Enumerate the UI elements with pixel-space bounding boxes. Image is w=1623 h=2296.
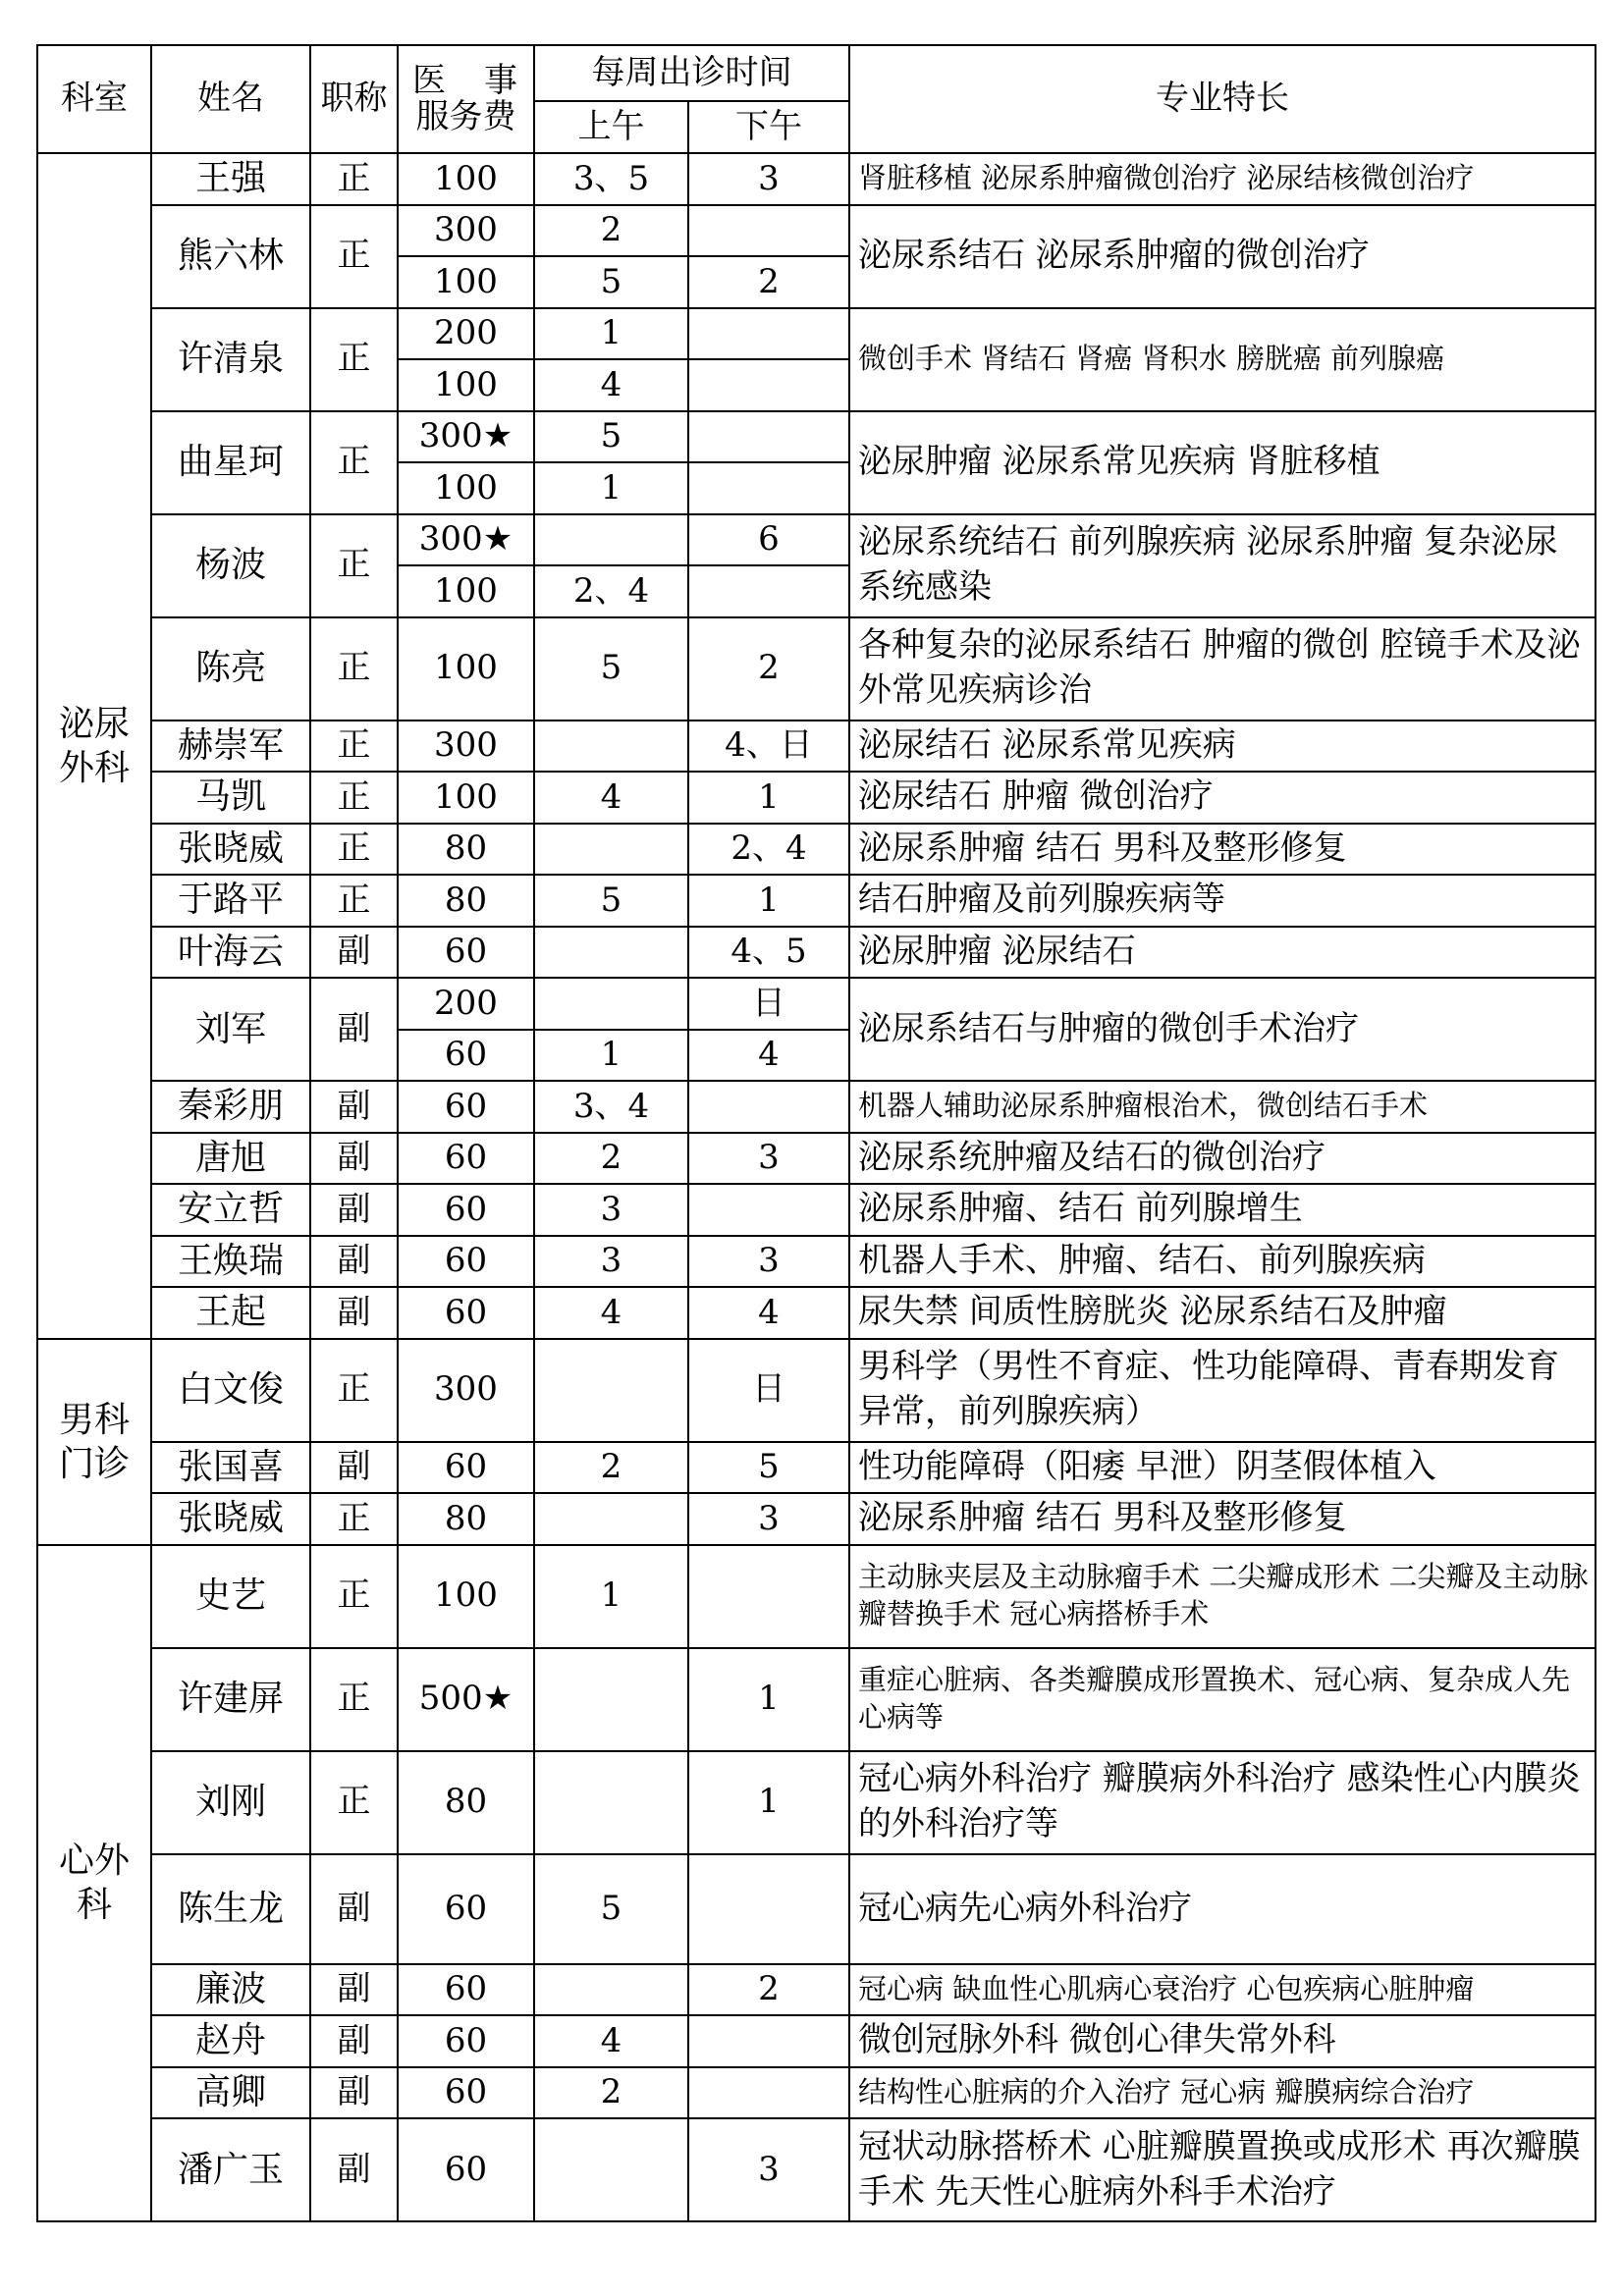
fee-cell bbox=[398, 205, 534, 257]
fee-cell bbox=[398, 978, 534, 1030]
am-slot: 4 bbox=[534, 772, 688, 824]
pm-slot bbox=[688, 2067, 849, 2119]
doctor-title: 正 bbox=[310, 308, 398, 411]
am-slot: 1 bbox=[534, 462, 688, 514]
specialty-text: 泌尿系肿瘤、结石 前列腺增生 bbox=[849, 1184, 1596, 1236]
fee-value: 60 bbox=[444, 1969, 488, 2009]
doctor-title: 正 bbox=[310, 1493, 398, 1545]
table-row bbox=[37, 875, 1596, 927]
am-slot: 2 bbox=[534, 1442, 688, 1494]
pm-slot: 3 bbox=[688, 1236, 849, 1288]
specialty-text: 重症心脏病、各类瓣膜成形置换术、冠心病、复杂成人先心病等 bbox=[849, 1648, 1596, 1751]
department-name: 男科门诊 bbox=[37, 1339, 151, 1545]
specialty-text: 泌尿系肿瘤 结石 男科及整形修复 bbox=[849, 824, 1596, 876]
pm-slot bbox=[688, 205, 849, 257]
fee-cell bbox=[398, 256, 534, 308]
fee-value: 80 bbox=[444, 828, 488, 869]
doctor-name: 张晓威 bbox=[151, 1493, 310, 1545]
header-dept: 科室 bbox=[37, 45, 151, 153]
am-slot: 5 bbox=[534, 617, 688, 721]
pm-slot bbox=[688, 2015, 849, 2067]
doctor-title: 正 bbox=[310, 514, 398, 617]
fee-value: 60 bbox=[444, 1241, 488, 1281]
star-icon: ★ bbox=[482, 519, 514, 560]
am-slot bbox=[534, 2118, 688, 2221]
fee-value: 60 bbox=[444, 2020, 488, 2060]
pm-slot: 6 bbox=[688, 514, 849, 566]
fee-cell bbox=[398, 462, 534, 514]
table-row bbox=[37, 1442, 1596, 1494]
fee-value: 60 bbox=[444, 1138, 488, 1178]
doctor-title: 副 bbox=[310, 1133, 398, 1185]
schedule-body bbox=[37, 153, 1596, 2221]
pm-slot: 1 bbox=[688, 1648, 849, 1751]
pm-slot: 2 bbox=[688, 256, 849, 308]
am-slot: 4 bbox=[534, 359, 688, 411]
doctor-name: 唐旭 bbox=[151, 1133, 310, 1185]
am-slot: 3 bbox=[534, 1236, 688, 1288]
pm-slot: 1 bbox=[688, 875, 849, 927]
specialty-text: 结石肿瘤及前列腺疾病等 bbox=[849, 875, 1596, 927]
doctor-name: 张国喜 bbox=[151, 1442, 310, 1494]
fee-value: 80 bbox=[444, 880, 488, 920]
doctor-name: 潘广玉 bbox=[151, 2118, 310, 2221]
pm-slot: 4、5 bbox=[688, 927, 849, 979]
pm-slot bbox=[688, 1184, 849, 1236]
doctor-title: 副 bbox=[310, 1236, 398, 1288]
specialty-text: 泌尿系统结石 前列腺疾病 泌尿系肿瘤 复杂泌尿系统感染 bbox=[849, 514, 1596, 617]
am-slot bbox=[534, 721, 688, 773]
table-row bbox=[37, 1545, 1596, 1648]
doctor-name: 叶海云 bbox=[151, 927, 310, 979]
department-name: 心外科 bbox=[37, 1545, 151, 2222]
clinic-schedule-table bbox=[36, 44, 1596, 2222]
pm-slot: 日 bbox=[688, 1339, 849, 1442]
table-row bbox=[37, 772, 1596, 824]
doctor-title: 副 bbox=[310, 1081, 398, 1133]
doctor-title: 副 bbox=[310, 1964, 398, 2016]
pm-slot: 2 bbox=[688, 617, 849, 721]
doctor-name: 王起 bbox=[151, 1287, 310, 1339]
doctor-title: 正 bbox=[310, 875, 398, 927]
specialty-text: 尿失禁 间质性膀胱炎 泌尿系结石及肿瘤 bbox=[849, 1287, 1596, 1339]
am-slot: 5 bbox=[534, 256, 688, 308]
fee-cell bbox=[398, 1287, 534, 1339]
table-row bbox=[37, 824, 1596, 876]
am-slot: 3、5 bbox=[534, 153, 688, 205]
pm-slot: 日 bbox=[688, 978, 849, 1030]
pm-slot: 4 bbox=[688, 1030, 849, 1082]
department-name: 泌尿外科 bbox=[37, 153, 151, 1339]
am-slot: 3、4 bbox=[534, 1081, 688, 1133]
pm-slot bbox=[688, 462, 849, 514]
table-row bbox=[37, 1287, 1596, 1339]
header-specialty: 专业特长 bbox=[849, 45, 1596, 153]
pm-slot bbox=[688, 1854, 849, 1964]
am-slot: 1 bbox=[534, 1030, 688, 1082]
fee-cell bbox=[398, 927, 534, 979]
pm-slot bbox=[688, 359, 849, 411]
doctor-title: 正 bbox=[310, 721, 398, 773]
am-slot bbox=[534, 1964, 688, 2016]
header-fee-char-2: 事 bbox=[484, 60, 517, 100]
am-slot bbox=[534, 1339, 688, 1442]
am-slot: 3 bbox=[534, 1184, 688, 1236]
doctor-title: 副 bbox=[310, 2118, 398, 2221]
specialty-text: 主动脉夹层及主动脉瘤手术 二尖瓣成形术 二尖瓣及主动脉瓣替换手术 冠心病搭桥手术 bbox=[849, 1545, 1596, 1648]
table-row bbox=[37, 205, 1596, 257]
fee-cell bbox=[398, 1184, 534, 1236]
fee-cell bbox=[398, 1442, 534, 1494]
doctor-name: 许建屏 bbox=[151, 1648, 310, 1751]
doctor-title: 正 bbox=[310, 824, 398, 876]
table-row bbox=[37, 1339, 1596, 1442]
table-row bbox=[37, 927, 1596, 979]
am-slot bbox=[534, 1751, 688, 1854]
pm-slot bbox=[688, 565, 849, 617]
doctor-title: 正 bbox=[310, 772, 398, 824]
fee-value: 60 bbox=[444, 932, 488, 972]
header-pm: 下午 bbox=[688, 101, 849, 153]
specialty-text: 微创冠脉外科 微创心律失常外科 bbox=[849, 2015, 1596, 2067]
fee-cell bbox=[398, 1339, 534, 1442]
doctor-title: 副 bbox=[310, 1442, 398, 1494]
table-row bbox=[37, 1648, 1596, 1751]
specialty-text: 泌尿肿瘤 泌尿结石 bbox=[849, 927, 1596, 979]
am-slot: 5 bbox=[534, 1854, 688, 1964]
pm-slot: 3 bbox=[688, 1493, 849, 1545]
doctor-name: 陈亮 bbox=[151, 617, 310, 721]
pm-slot: 4、日 bbox=[688, 721, 849, 773]
fee-value: 80 bbox=[444, 1782, 488, 1822]
doctor-title: 副 bbox=[310, 1184, 398, 1236]
fee-cell bbox=[398, 359, 534, 411]
fee-cell bbox=[398, 772, 534, 824]
doctor-title: 副 bbox=[310, 1854, 398, 1964]
fee-value: 60 bbox=[444, 1447, 488, 1487]
doctor-name: 马凯 bbox=[151, 772, 310, 824]
fee-value: 200 bbox=[434, 983, 498, 1023]
fee-value: 300 bbox=[434, 725, 498, 766]
doctor-name: 杨波 bbox=[151, 514, 310, 617]
header-fee bbox=[398, 45, 534, 153]
table-row bbox=[37, 153, 1596, 205]
doctor-title: 正 bbox=[310, 617, 398, 721]
fee-value: 100 bbox=[434, 364, 498, 404]
specialty-text: 泌尿结石 肿瘤 微创治疗 bbox=[849, 772, 1596, 824]
doctor-name: 陈生龙 bbox=[151, 1854, 310, 1964]
pm-slot bbox=[688, 411, 849, 463]
fee-value: 300 bbox=[434, 1369, 498, 1410]
doctor-name: 许清泉 bbox=[151, 308, 310, 411]
doctor-name: 王强 bbox=[151, 153, 310, 205]
specialty-text: 男科学（男性不育症、性功能障碍、青春期发育异常，前列腺疾病） bbox=[849, 1339, 1596, 1442]
pm-slot bbox=[688, 1545, 849, 1648]
table-row bbox=[37, 1081, 1596, 1133]
fee-value: 60 bbox=[444, 1189, 488, 1229]
doctor-name: 廉波 bbox=[151, 1964, 310, 2016]
header-name: 姓名 bbox=[151, 45, 310, 153]
table-row bbox=[37, 1751, 1596, 1854]
doctor-title: 正 bbox=[310, 1648, 398, 1751]
fee-value: 100 bbox=[434, 261, 498, 301]
table-row bbox=[37, 411, 1596, 463]
specialty-text: 泌尿系结石 泌尿系肿瘤的微创治疗 bbox=[849, 205, 1596, 308]
fee-cell bbox=[398, 1964, 534, 2016]
fee-value: 60 bbox=[444, 1035, 488, 1075]
pm-slot: 1 bbox=[688, 772, 849, 824]
header-am: 上午 bbox=[534, 101, 688, 153]
am-slot: 2 bbox=[534, 1133, 688, 1185]
specialty-text: 微创手术 肾结石 肾癌 肾积水 膀胱癌 前列腺癌 bbox=[849, 308, 1596, 411]
doctor-title: 副 bbox=[310, 2015, 398, 2067]
pm-slot: 3 bbox=[688, 153, 849, 205]
am-slot: 5 bbox=[534, 875, 688, 927]
fee-value: 100 bbox=[434, 467, 498, 507]
table-row bbox=[37, 514, 1596, 566]
fee-value: 60 bbox=[444, 1888, 488, 1928]
doctor-title: 正 bbox=[310, 1339, 398, 1442]
fee-cell bbox=[398, 617, 534, 721]
fee-value: 60 bbox=[444, 2072, 488, 2112]
doctor-name: 刘刚 bbox=[151, 1751, 310, 1854]
doctor-title: 正 bbox=[310, 153, 398, 205]
pm-slot: 1 bbox=[688, 1751, 849, 1854]
fee-value: 300 bbox=[418, 519, 483, 560]
doctor-name: 刘军 bbox=[151, 978, 310, 1081]
doctor-title: 正 bbox=[310, 411, 398, 514]
header-title: 职称 bbox=[310, 45, 398, 153]
fee-value: 60 bbox=[444, 1086, 488, 1126]
fee-cell bbox=[398, 875, 534, 927]
fee-cell bbox=[398, 411, 534, 463]
fee-cell bbox=[398, 1030, 534, 1082]
fee-value: 60 bbox=[444, 1292, 488, 1332]
fee-value: 100 bbox=[434, 158, 498, 198]
doctor-name: 熊六林 bbox=[151, 205, 310, 308]
fee-cell bbox=[398, 153, 534, 205]
doctor-name: 赫崇军 bbox=[151, 721, 310, 773]
doctor-name: 高卿 bbox=[151, 2067, 310, 2119]
specialty-text: 冠心病 缺血性心肌病心衰治疗 心包疾病心脏肿瘤 bbox=[849, 1964, 1596, 2016]
table-row bbox=[37, 2067, 1596, 2119]
fee-cell bbox=[398, 1854, 534, 1964]
header-fee-char-1: 医 bbox=[412, 60, 446, 100]
specialty-text: 性功能障碍（阳痿 早泄）阴茎假体植入 bbox=[849, 1442, 1596, 1494]
specialty-text: 结构性心脏病的介入治疗 冠心病 瓣膜病综合治疗 bbox=[849, 2067, 1596, 2119]
star-icon: ★ bbox=[482, 416, 514, 456]
fee-value: 300 bbox=[418, 416, 483, 456]
header-schedule: 每周出诊时间 bbox=[534, 45, 849, 101]
doctor-name: 张晓威 bbox=[151, 824, 310, 876]
am-slot: 1 bbox=[534, 308, 688, 360]
pm-slot bbox=[688, 1081, 849, 1133]
am-slot bbox=[534, 927, 688, 979]
fee-cell bbox=[398, 1751, 534, 1854]
fee-value: 80 bbox=[444, 1498, 488, 1538]
table-row bbox=[37, 1184, 1596, 1236]
fee-cell bbox=[398, 1648, 534, 1751]
specialty-text: 泌尿结石 泌尿系常见疾病 bbox=[849, 721, 1596, 773]
pm-slot: 3 bbox=[688, 1133, 849, 1185]
am-slot bbox=[534, 514, 688, 566]
table-row bbox=[37, 2015, 1596, 2067]
table-row bbox=[37, 308, 1596, 360]
fee-value: 100 bbox=[434, 1575, 498, 1616]
doctor-title: 正 bbox=[310, 1545, 398, 1648]
fee-value: 60 bbox=[444, 2149, 488, 2189]
am-slot: 5 bbox=[534, 411, 688, 463]
doctor-name: 曲星珂 bbox=[151, 411, 310, 514]
am-slot bbox=[534, 824, 688, 876]
doctor-title: 副 bbox=[310, 2067, 398, 2119]
pm-slot bbox=[688, 308, 849, 360]
table-row bbox=[37, 1493, 1596, 1545]
specialty-text: 泌尿肿瘤 泌尿系常见疾病 肾脏移植 bbox=[849, 411, 1596, 514]
doctor-name: 于路平 bbox=[151, 875, 310, 927]
fee-cell bbox=[398, 1236, 534, 1288]
am-slot: 2 bbox=[534, 2067, 688, 2119]
am-slot: 4 bbox=[534, 1287, 688, 1339]
doctor-name: 史艺 bbox=[151, 1545, 310, 1648]
doctor-name: 安立哲 bbox=[151, 1184, 310, 1236]
fee-cell bbox=[398, 1493, 534, 1545]
fee-cell bbox=[398, 2118, 534, 2221]
star-icon: ★ bbox=[482, 1679, 514, 1719]
am-slot: 1 bbox=[534, 1545, 688, 1648]
fee-cell bbox=[398, 824, 534, 876]
doctor-title: 副 bbox=[310, 978, 398, 1081]
specialty-text: 机器人手术、肿瘤、结石、前列腺疾病 bbox=[849, 1236, 1596, 1288]
doctor-name: 白文俊 bbox=[151, 1339, 310, 1442]
doctor-name: 王焕瑞 bbox=[151, 1236, 310, 1288]
fee-value: 100 bbox=[434, 776, 498, 817]
fee-cell bbox=[398, 1081, 534, 1133]
specialty-text: 冠状动脉搭桥术 心脏瓣膜置换或成形术 再次瓣膜手术 先天性心脏病外科手术治疗 bbox=[849, 2118, 1596, 2221]
doctor-title: 正 bbox=[310, 1751, 398, 1854]
specialty-text: 泌尿系结石与肿瘤的微创手术治疗 bbox=[849, 978, 1596, 1081]
fee-value: 100 bbox=[434, 648, 498, 688]
specialty-text: 各种复杂的泌尿系结石 肿瘤的微创 腔镜手术及泌外常见疾病诊治 bbox=[849, 617, 1596, 721]
fee-value: 500 bbox=[418, 1679, 483, 1719]
table-row bbox=[37, 617, 1596, 721]
fee-value: 300 bbox=[434, 210, 498, 250]
fee-value: 200 bbox=[434, 313, 498, 353]
fee-cell bbox=[398, 565, 534, 617]
fee-cell bbox=[398, 1133, 534, 1185]
doctor-title: 副 bbox=[310, 927, 398, 979]
pm-slot: 2、4 bbox=[688, 824, 849, 876]
specialty-text: 机器人辅助泌尿系肿瘤根治术，微创结石手术 bbox=[849, 1081, 1596, 1133]
table-row bbox=[37, 978, 1596, 1030]
am-slot bbox=[534, 1493, 688, 1545]
table-row bbox=[37, 1964, 1596, 2016]
doctor-title: 副 bbox=[310, 1287, 398, 1339]
pm-slot: 4 bbox=[688, 1287, 849, 1339]
fee-value: 100 bbox=[434, 570, 498, 611]
table-row bbox=[37, 1133, 1596, 1185]
am-slot bbox=[534, 1648, 688, 1751]
doctor-title: 正 bbox=[310, 205, 398, 308]
table-row bbox=[37, 1854, 1596, 1964]
fee-cell bbox=[398, 308, 534, 360]
fee-cell bbox=[398, 2067, 534, 2119]
pm-slot: 2 bbox=[688, 1964, 849, 2016]
am-slot bbox=[534, 978, 688, 1030]
fee-cell bbox=[398, 1545, 534, 1648]
pm-slot: 5 bbox=[688, 1442, 849, 1494]
doctor-name: 秦彩朋 bbox=[151, 1081, 310, 1133]
table-row bbox=[37, 2118, 1596, 2221]
header-fee-line2: 服务费 bbox=[415, 97, 516, 136]
specialty-text: 肾脏移植 泌尿系肿瘤微创治疗 泌尿结核微创治疗 bbox=[849, 153, 1596, 205]
table-row bbox=[37, 721, 1596, 773]
doctor-name: 赵舟 bbox=[151, 2015, 310, 2067]
fee-cell bbox=[398, 721, 534, 773]
table-row bbox=[37, 1236, 1596, 1288]
am-slot: 2、4 bbox=[534, 565, 688, 617]
fee-cell bbox=[398, 2015, 534, 2067]
am-slot: 4 bbox=[534, 2015, 688, 2067]
specialty-text: 冠心病先心病外科治疗 bbox=[849, 1854, 1596, 1964]
am-slot: 2 bbox=[534, 205, 688, 257]
specialty-text: 泌尿系肿瘤 结石 男科及整形修复 bbox=[849, 1493, 1596, 1545]
specialty-text: 冠心病外科治疗 瓣膜病外科治疗 感染性心内膜炎的外科治疗等 bbox=[849, 1751, 1596, 1854]
specialty-text: 泌尿系统肿瘤及结石的微创治疗 bbox=[849, 1133, 1596, 1185]
fee-cell bbox=[398, 514, 534, 566]
pm-slot: 3 bbox=[688, 2118, 849, 2221]
